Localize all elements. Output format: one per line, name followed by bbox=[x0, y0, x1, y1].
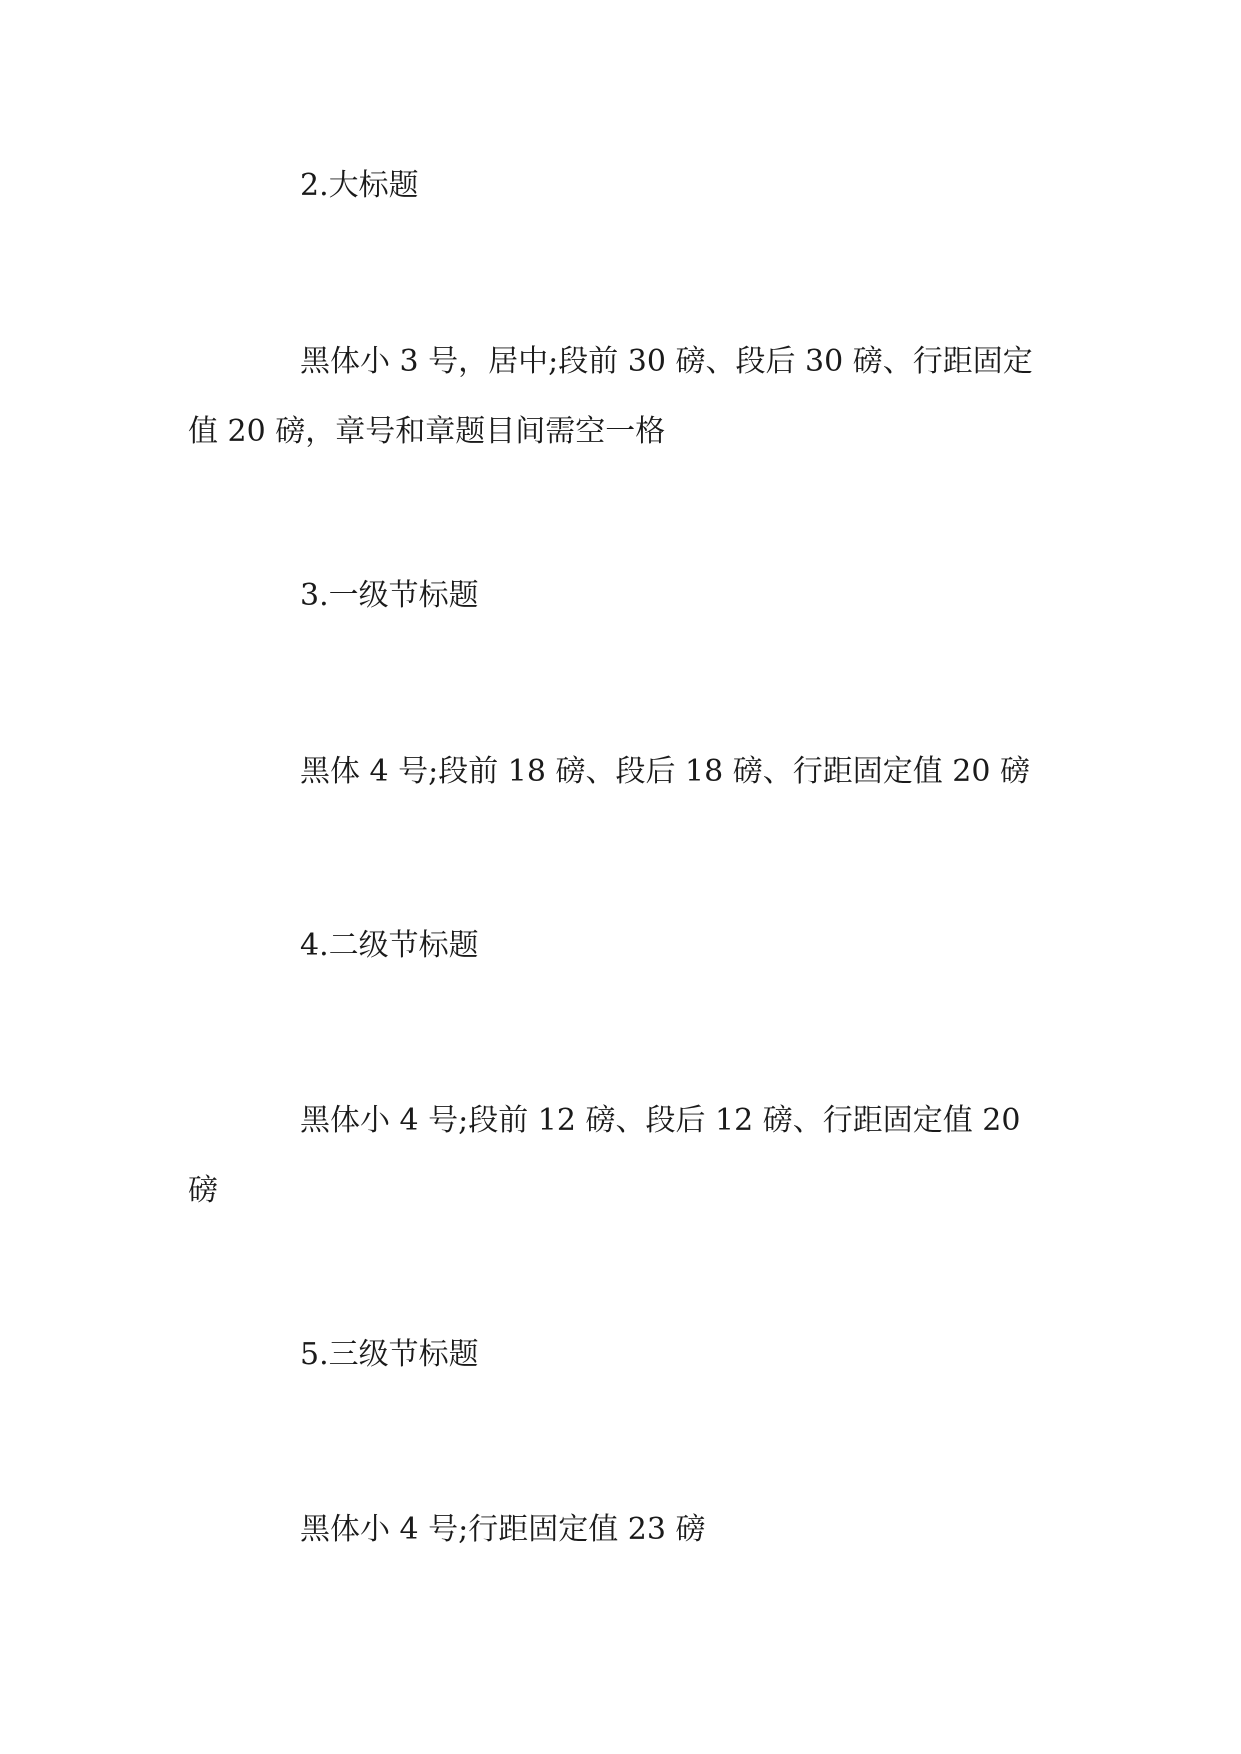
section-heading-title-format: 2.大标题 bbox=[300, 168, 419, 203]
section-heading-level2-format: 4.二级节标题 bbox=[300, 928, 479, 963]
title-format-description: 黑体小 3 号，居中;段前 30 磅、段后 30 磅、行距固定值 20 磅，章号和章题目间需空一格 bbox=[188, 344, 1033, 449]
section-heading-level3-format: 5.三级节标题 bbox=[300, 1337, 479, 1372]
level3-format-description: 黑体小 4 号;行距固定值 23 磅 bbox=[300, 1512, 706, 1547]
level2-format-description: 黑体小 4 号;段前 12 磅、段后 12 磅、行距固定值 20 磅 bbox=[188, 1103, 1021, 1208]
section-heading-level1-format: 3.一级节标题 bbox=[300, 578, 479, 613]
level1-format-description: 黑体 4 号;段前 18 磅、段后 18 磅、行距固定值 20 磅 bbox=[300, 754, 1031, 789]
